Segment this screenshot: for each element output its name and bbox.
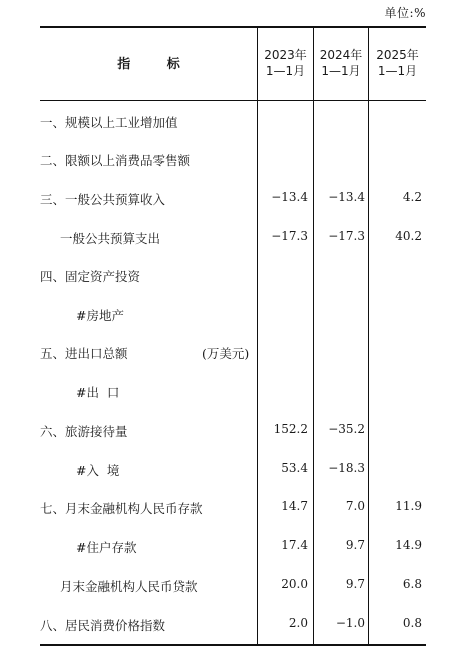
table-row <box>40 267 426 287</box>
value-2023: 17.4 <box>281 538 308 552</box>
value-2023: 53.4 <box>281 461 308 475</box>
table-row <box>40 306 426 326</box>
row-label: 五、进出口总额 <box>40 346 128 361</box>
table-row <box>40 344 426 364</box>
value-2024: −18.3 <box>328 461 365 475</box>
table-row <box>40 151 426 171</box>
table-row <box>40 422 426 442</box>
header-year: 2023年 <box>264 48 307 62</box>
value-2024: −13.4 <box>328 190 365 204</box>
table-row <box>40 577 426 597</box>
value-2024: −35.2 <box>328 422 365 436</box>
value-2025: 14.9 <box>395 538 422 552</box>
row-label: 四、固定资产投资 <box>40 269 141 284</box>
table-row <box>40 190 426 210</box>
table-row <box>40 499 426 519</box>
table-row <box>40 616 426 636</box>
value-2025: 4.2 <box>402 190 422 204</box>
row-label: 月末金融机构人民币贷款 <box>60 579 198 594</box>
table-row <box>40 538 426 558</box>
value-2023: −17.3 <box>271 229 308 243</box>
row-label: 一般公共预算支出 <box>60 231 161 246</box>
value-2025: 0.8 <box>402 616 422 630</box>
header-period: 1—1月 <box>377 64 418 78</box>
value-2024: 9.7 <box>345 538 365 552</box>
table-row <box>40 461 426 481</box>
value-2023: 2.0 <box>288 616 308 630</box>
header-column-2025 <box>369 47 426 79</box>
value-2024: −17.3 <box>328 229 365 243</box>
value-2023: −13.4 <box>271 190 308 204</box>
value-2024: 9.7 <box>345 577 365 591</box>
row-label: #出 口 <box>76 385 120 400</box>
unit-label: 单位:% <box>384 6 426 20</box>
header-period: 1—1月 <box>321 64 361 78</box>
row-label: 一、规模以上工业增加值 <box>40 115 178 130</box>
row-label: #入 境 <box>76 463 120 478</box>
row-label: 七、月末金融机构人民币存款 <box>40 501 203 516</box>
row-label: #住户存款 <box>76 540 137 555</box>
row-label: #房地产 <box>76 308 124 323</box>
row-label: 三、一般公共预算收入 <box>40 192 166 207</box>
row-label: 八、居民消费价格指数 <box>40 618 166 633</box>
table-row <box>40 113 426 133</box>
header-year: 2024年 <box>319 48 363 62</box>
row-label: 六、旅游接待量 <box>40 424 128 439</box>
value-2025: 11.9 <box>395 499 422 513</box>
header-period: 1—1月 <box>265 64 306 78</box>
row-unit-note: (万美元) <box>202 346 250 361</box>
value-2023: 152.2 <box>273 422 308 436</box>
value-2024: 7.0 <box>345 499 365 513</box>
table-row <box>40 229 426 249</box>
row-label: 二、限额以上消费品零售额 <box>40 153 191 168</box>
value-2025: 6.8 <box>402 577 422 591</box>
statistics-table <box>40 26 426 646</box>
value-2025: 40.2 <box>395 229 422 243</box>
value-2024: −1.0 <box>335 616 365 630</box>
value-2023: 14.7 <box>281 499 308 513</box>
header-year: 2025年 <box>376 48 419 62</box>
header-column-2024 <box>314 47 368 79</box>
value-2023: 20.0 <box>281 577 308 591</box>
header-column-2023 <box>258 47 313 79</box>
table-row <box>40 383 426 403</box>
header-indicator: 指 标 <box>117 57 180 72</box>
